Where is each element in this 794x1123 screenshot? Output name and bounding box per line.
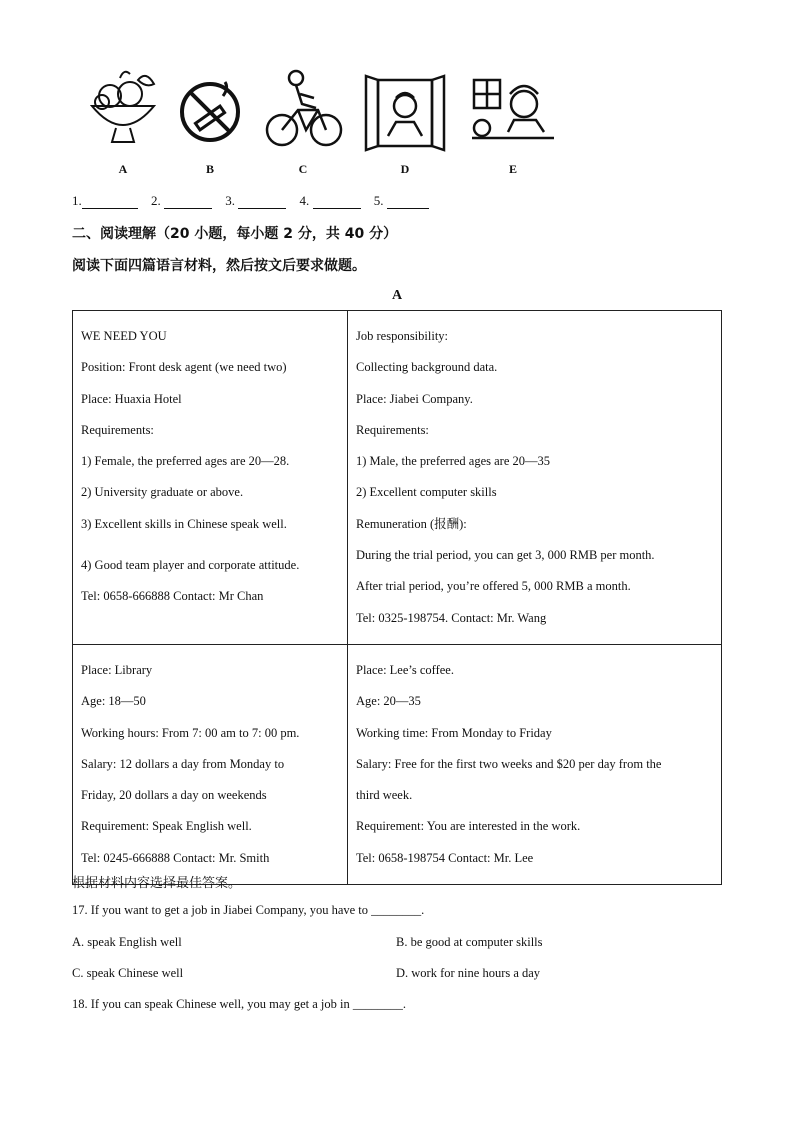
ad-line: Tel: 0658-666888 Contact: Mr Chan	[81, 589, 264, 604]
ad-line: Working hours: From 7: 00 am to 7: 00 pm.	[81, 725, 300, 740]
question-18-stem: 18. If you can speak Chinese well, you may get a job in ________.	[72, 997, 406, 1011]
instruction: 阅读下面四篇语言材料，然后按文后要求做题。	[72, 258, 366, 274]
picture-label: C	[298, 162, 308, 176]
picture-d	[362, 66, 448, 176]
ad-line: Tel: 0325-198754. Contact: Mr. Wang	[356, 610, 547, 625]
boy-eating-icon	[470, 66, 556, 152]
picture-a	[80, 66, 166, 176]
ad-line: Tel: 0658-198754 Contact: Mr. Lee	[356, 850, 534, 865]
ad-line: Position: Front desk agent (we need two)	[81, 360, 287, 375]
ad-line: After trial period, you’re offered 5, 000 RMB a month.	[356, 579, 631, 594]
blank-number: 4.	[299, 193, 310, 208]
ad-line: Age: 18—50	[81, 694, 146, 709]
ad-line: 3) Excellent skills in Chinese speak well.	[81, 516, 287, 531]
picture-label: D	[400, 162, 410, 176]
section-title: 二、阅读理解（20 小题，每小题 2 分，共 40 分）	[72, 226, 398, 242]
picture-label: B	[205, 162, 214, 176]
answer-blank-1[interactable]	[82, 196, 138, 209]
answer-blank-3[interactable]	[238, 196, 286, 209]
ad-library	[73, 644, 348, 884]
question-instruction: 根据材料内容选择最佳答案。	[72, 876, 242, 891]
ad-line: Friday, 20 dollars a day on weekends	[81, 788, 267, 803]
picture-b	[167, 66, 253, 176]
ad-lees-coffee	[348, 644, 722, 884]
ad-line: Tel: 0245-666888 Contact: Mr. Smith	[81, 850, 270, 865]
ad-line: During the trial period, you can get 3, 000 RMB per month.	[356, 548, 655, 563]
job-ads-table	[72, 310, 722, 885]
picture-label: E	[508, 162, 517, 176]
ad-line: Age: 20—35	[356, 694, 421, 709]
question-17-option-c[interactable]: C. speak Chinese well	[72, 966, 184, 980]
ad-line: 2) University graduate or above.	[81, 485, 244, 500]
blank-number: 1.	[72, 193, 82, 208]
picture-c	[260, 66, 346, 176]
ad-line: Requirements:	[356, 422, 429, 437]
answer-blanks	[72, 193, 439, 209]
ad-line: Requirements:	[81, 422, 154, 437]
picture-label: A	[118, 162, 128, 176]
ad-line: 1) Female, the preferred ages are 20—28.	[81, 454, 290, 469]
picture-e	[470, 66, 556, 176]
cyclist-icon	[260, 66, 346, 152]
ad-line: 2) Excellent computer skills	[356, 485, 497, 500]
ad-huaxia-hotel	[73, 311, 348, 645]
answer-blank-2[interactable]	[164, 196, 212, 209]
ad-line: 4) Good team player and corporate attitude.	[81, 558, 300, 573]
ad-line: Requirement: You are interested in the work.	[356, 819, 581, 834]
no-smoking-icon	[167, 66, 253, 152]
ad-line: Job responsibility:	[356, 329, 449, 343]
ad-line: Working time: From Monday to Friday	[356, 725, 552, 740]
boy-at-window-icon	[362, 66, 448, 152]
question-17-option-b[interactable]: B. be good at computer skills	[396, 935, 543, 949]
answer-blank-5[interactable]	[387, 196, 429, 209]
ad-line: Place: Jiabei Company.	[356, 391, 473, 406]
ad-line: Place: Lee’s coffee.	[356, 662, 454, 677]
blank-number: 5.	[373, 193, 384, 208]
question-17-stem: 17. If you want to get a job in Jiabei Company, you have to ________.	[72, 903, 425, 917]
ad-line: third week.	[356, 788, 413, 803]
question-17-option-a[interactable]: A. speak English well	[72, 935, 182, 949]
question-17-option-d[interactable]: D. work for nine hours a day	[396, 966, 541, 980]
ad-line: Collecting background data.	[356, 360, 498, 375]
ad-line: WE NEED YOU	[81, 329, 167, 343]
answer-blank-4[interactable]	[313, 196, 361, 209]
ad-jiabei-company	[348, 311, 722, 645]
ad-line: Place: Library	[81, 662, 153, 677]
passage-label: A	[391, 288, 403, 303]
ad-line: Salary: 12 dollars a day from Monday to	[81, 756, 285, 771]
ad-line: Requirement: Speak English well.	[81, 819, 252, 834]
ad-line: Place: Huaxia Hotel	[81, 391, 182, 406]
fruit-bowl-icon	[80, 66, 166, 152]
blank-number: 3.	[225, 193, 235, 208]
ad-line: Salary: Free for the first two weeks and $20 per day from the	[356, 756, 662, 771]
ad-line: 1) Male, the preferred ages are 20—35	[356, 454, 551, 469]
ad-line: Remuneration (报酬):	[356, 516, 467, 531]
blank-number: 2.	[151, 193, 161, 208]
